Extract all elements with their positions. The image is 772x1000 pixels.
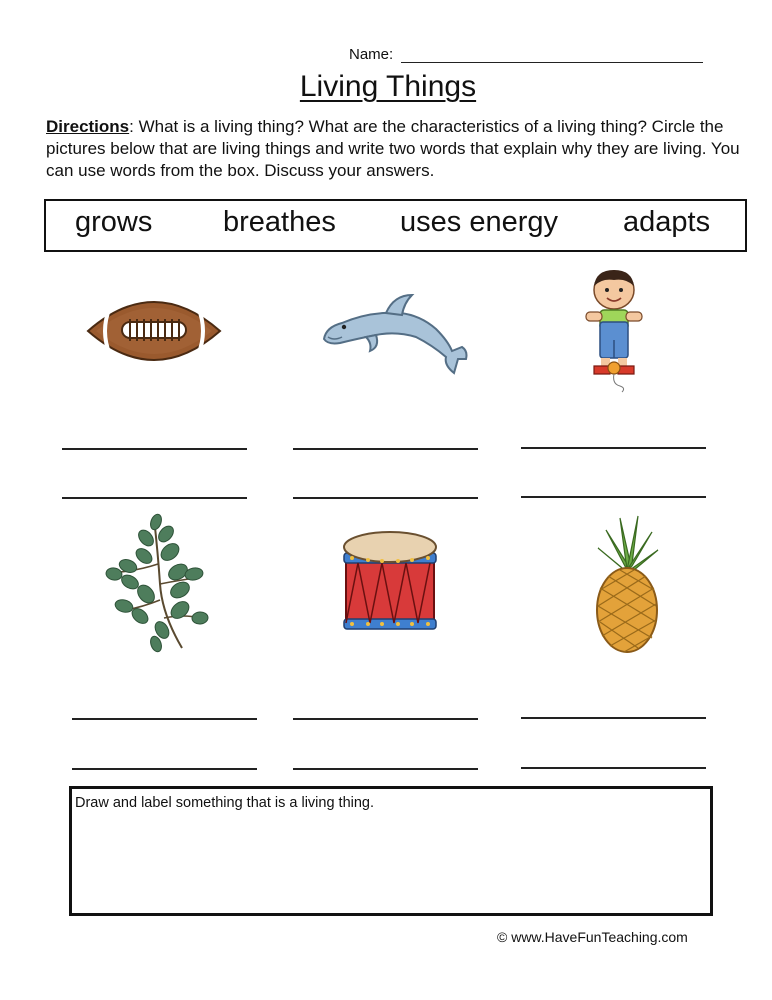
word-bank-box [44,199,747,252]
answer-line-plant-1[interactable] [72,718,257,720]
directions-text: : What is a living thing? What are the characteristics of a living thing? Circle the pictures below that are living things and write two words that explain why they are living. You can use words from the box. Discuss your answers. [46,117,740,180]
plant-branch-icon[interactable] [100,514,210,652]
answer-line-dolphin-1[interactable] [293,448,478,450]
drawing-box[interactable] [69,786,713,916]
pineapple-icon[interactable] [594,514,660,656]
answer-line-drum-2[interactable] [293,768,478,770]
directions-paragraph [46,116,746,182]
word-bank-item-grows: grows [75,206,153,238]
copyright-footer: © www.HaveFunTeaching.com [497,929,688,945]
answer-line-pineapple-1[interactable] [521,717,706,719]
answer-line-drum-1[interactable] [293,718,478,720]
directions-label: Directions [46,117,130,136]
dolphin-icon[interactable] [320,289,470,375]
word-bank-item-breathes: breathes [223,206,336,238]
boy-icon[interactable] [582,268,646,392]
answer-line-football-2[interactable] [62,497,247,499]
name-label: Name: [349,46,394,63]
football-icon[interactable] [86,289,222,373]
answer-line-plant-2[interactable] [72,768,257,770]
drawing-box-prompt: Draw and label something that is a living thing. [75,795,375,811]
drum-icon[interactable] [342,529,438,637]
word-bank-item-uses-energy: uses energy [400,206,558,238]
page-title: Living Things [299,70,477,103]
word-bank-item-adapts: adapts [623,206,711,238]
name-answer-line[interactable] [401,62,703,63]
answer-line-boy-1[interactable] [521,447,706,449]
answer-line-pineapple-2[interactable] [521,767,706,769]
answer-line-dolphin-2[interactable] [293,497,478,499]
answer-line-football-1[interactable] [62,448,247,450]
answer-line-boy-2[interactable] [521,496,706,498]
